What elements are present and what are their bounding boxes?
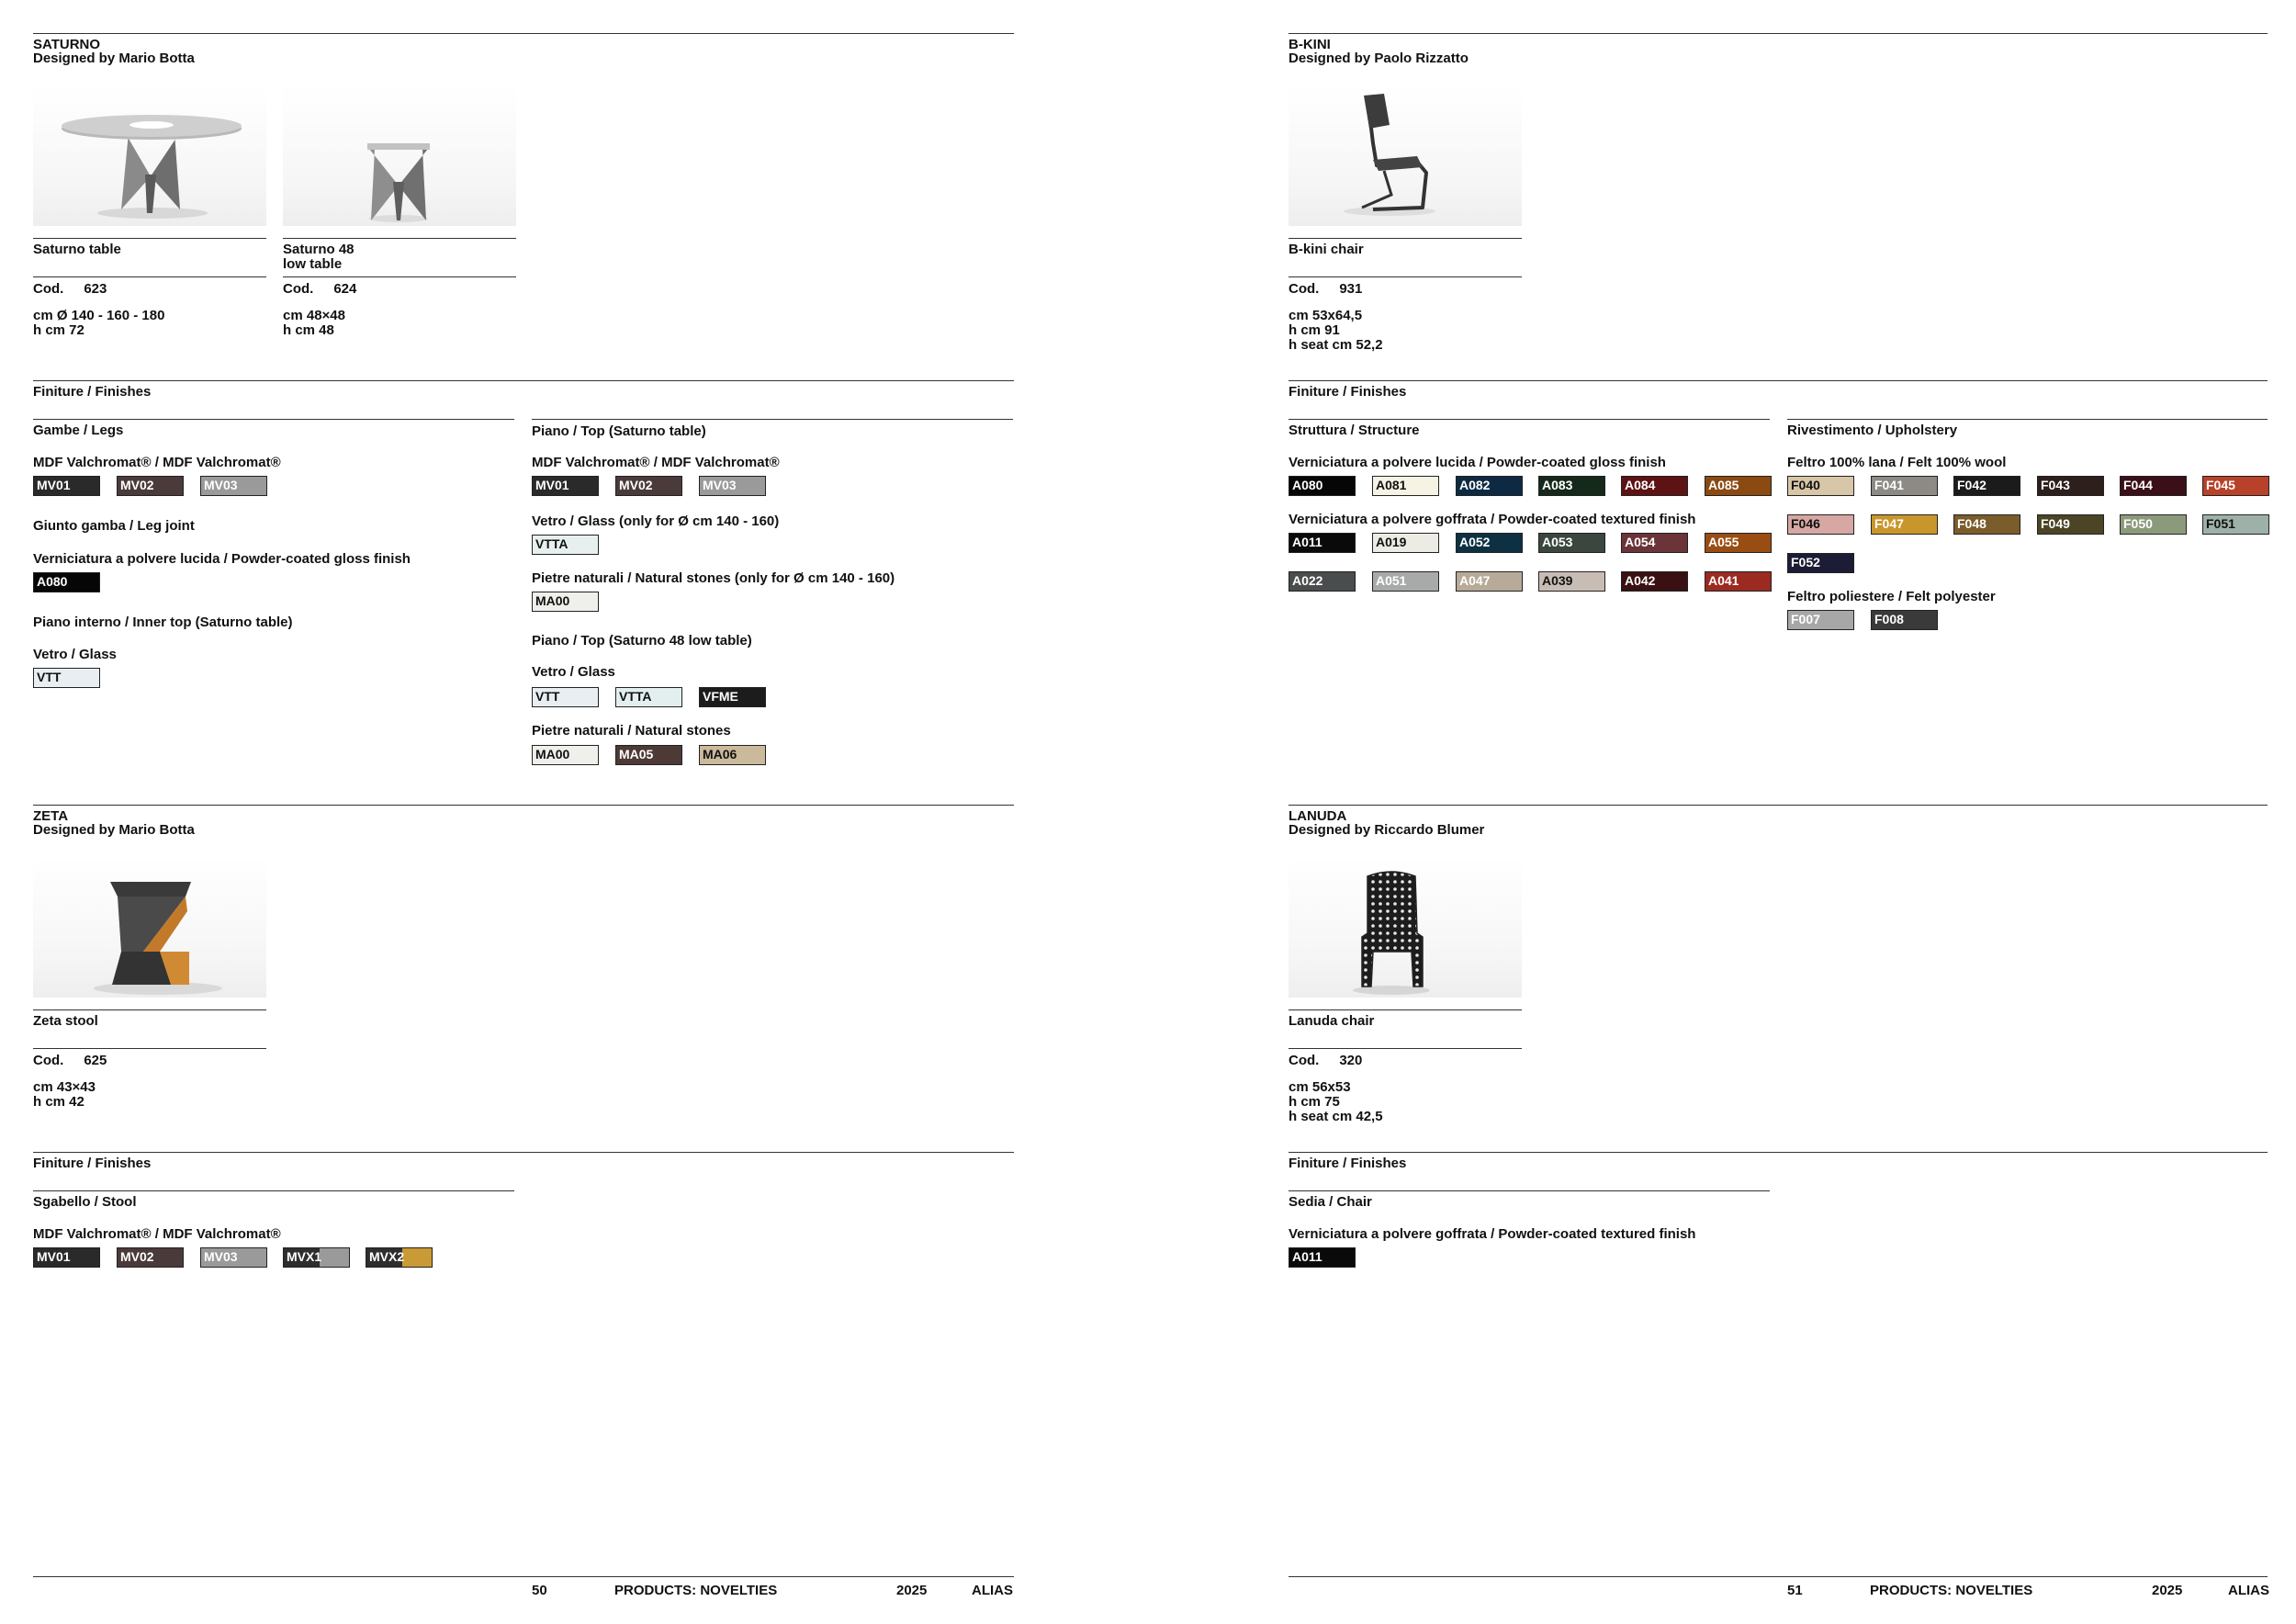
- swatch-stool-mdf[interactable]: MVX1: [283, 1247, 350, 1268]
- section-title: Piano interno / Inner top (Saturno table): [33, 615, 293, 630]
- swatch-structure-textured[interactable]: A055: [1705, 533, 1772, 553]
- finish-group-title: Verniciatura a polvere lucida / Powder-coated gloss finish: [1289, 455, 1666, 470]
- swatch-stool-mdf[interactable]: MV03: [200, 1247, 267, 1268]
- item-code: Cod. 624: [283, 281, 357, 297]
- section-title: Struttura / Structure: [1289, 423, 1420, 438]
- divider: [33, 380, 1014, 381]
- item-label: Saturno table: [33, 242, 121, 257]
- divider: [1289, 238, 1522, 239]
- item-label: B-kini chair: [1289, 242, 1364, 257]
- swatch-felt-wool[interactable]: F041: [1871, 476, 1938, 496]
- swatch-legs-mdf[interactable]: MV02: [117, 476, 184, 496]
- swatch-stool-mdf[interactable]: MV01: [33, 1247, 100, 1268]
- swatch-structure-textured[interactable]: A054: [1621, 533, 1688, 553]
- divider: [33, 1190, 514, 1191]
- finish-group-title: Verniciatura a polvere goffrata / Powder-coated textured finish: [1289, 512, 1696, 527]
- footer-year: 2025: [896, 1583, 928, 1598]
- swatch-top-mdf[interactable]: MV01: [532, 476, 599, 496]
- item-code: Cod. 623: [33, 281, 107, 297]
- finishes-title: Finiture / Finishes: [33, 384, 152, 400]
- divider: [33, 805, 1014, 806]
- product-designer: Designed by Paolo Rizzatto: [1289, 51, 1469, 66]
- page-number: 51: [1787, 1583, 1803, 1598]
- divider: [33, 1152, 1014, 1153]
- item-dimensions: cm Ø 140 - 160 - 180 h cm 72: [33, 308, 165, 338]
- finish-group-title: Verniciatura a polvere goffrata / Powder-coated textured finish: [1289, 1226, 1696, 1242]
- item-dimensions: cm 43×43 h cm 42: [33, 1079, 96, 1110]
- swatch-inner-glass[interactable]: VTT: [33, 668, 100, 688]
- item-label: Saturno 48 low table: [283, 242, 355, 272]
- divider: [33, 1048, 266, 1049]
- item-label: Lanuda chair: [1289, 1013, 1375, 1029]
- finish-group-title: Pietre naturali / Natural stones (only for Ø cm 140 - 160): [532, 570, 895, 586]
- swatch-felt-wool[interactable]: F048: [1953, 514, 2020, 535]
- divider: [33, 419, 514, 420]
- section-title: Piano / Top (Saturno 48 low table): [532, 633, 752, 648]
- swatch-felt-wool[interactable]: F042: [1953, 476, 2020, 496]
- swatch-legs-mdf[interactable]: MV01: [33, 476, 100, 496]
- swatch-felt-wool[interactable]: F045: [2202, 476, 2269, 496]
- swatch-top48-glass[interactable]: VTTA: [615, 687, 682, 707]
- swatch-structure-gloss[interactable]: A083: [1538, 476, 1605, 496]
- swatch-structure-textured[interactable]: A019: [1372, 533, 1439, 553]
- swatch-structure-textured[interactable]: A041: [1705, 571, 1772, 592]
- swatch-structure-textured[interactable]: A047: [1456, 571, 1523, 592]
- finishes-title: Finiture / Finishes: [1289, 384, 1407, 400]
- divider: [1289, 1009, 1522, 1010]
- swatch-top-glass[interactable]: VTTA: [532, 535, 599, 555]
- swatch-top48-stone[interactable]: MA00: [532, 745, 599, 765]
- divider: [1289, 276, 1522, 277]
- swatch-structure-textured[interactable]: A053: [1538, 533, 1605, 553]
- section-title: Piano / Top (Saturno table): [532, 423, 706, 439]
- footer-section: PRODUCTS: NOVELTIES: [1870, 1583, 2033, 1598]
- swatch-legs-mdf[interactable]: MV03: [200, 476, 267, 496]
- swatch-structure-gloss[interactable]: A081: [1372, 476, 1439, 496]
- divider: [33, 238, 266, 239]
- swatch-felt-wool[interactable]: F050: [2120, 514, 2187, 535]
- footer-year: 2025: [2152, 1583, 2183, 1598]
- swatch-chair-textured[interactable]: A011: [1289, 1247, 1356, 1268]
- divider: [33, 1009, 266, 1010]
- finish-group-title: Feltro 100% lana / Felt 100% wool: [1787, 455, 2007, 470]
- swatch-felt-wool[interactable]: F044: [2120, 476, 2187, 496]
- page-number: 50: [532, 1583, 547, 1598]
- product-name: B-KINI: [1289, 37, 1331, 52]
- swatch-top-stone[interactable]: MA00: [532, 592, 599, 612]
- swatch-top48-glass[interactable]: VFME: [699, 687, 766, 707]
- item-dimensions: cm 48×48 h cm 48: [283, 308, 345, 338]
- divider: [1289, 380, 2268, 381]
- swatch-structure-textured[interactable]: A011: [1289, 533, 1356, 553]
- swatch-top48-stone[interactable]: MA05: [615, 745, 682, 765]
- divider: [283, 238, 516, 239]
- finish-group-title: Pietre naturali / Natural stones: [532, 723, 731, 739]
- divider: [33, 33, 1014, 34]
- swatch-structure-textured[interactable]: A052: [1456, 533, 1523, 553]
- footer-brand: ALIAS: [2228, 1583, 2269, 1598]
- swatch-structure-gloss[interactable]: A082: [1456, 476, 1523, 496]
- divider: [1289, 1152, 2268, 1153]
- divider: [283, 276, 516, 277]
- swatch-felt-wool[interactable]: F051: [2202, 514, 2269, 535]
- zeta-stool-image: [33, 856, 266, 998]
- swatch-structure-gloss[interactable]: A085: [1705, 476, 1772, 496]
- item-code: Cod. 931: [1289, 281, 1363, 297]
- footer-divider: [1289, 1576, 2268, 1577]
- section-title: Giunto gamba / Leg joint: [33, 518, 195, 534]
- divider: [1289, 33, 2268, 34]
- finish-group-title: Verniciatura a polvere lucida / Powder-coated gloss finish: [33, 551, 411, 567]
- swatch-top48-stone[interactable]: MA06: [699, 745, 766, 765]
- lanuda-chair-image: [1289, 856, 1522, 998]
- product-designer: Designed by Mario Botta: [33, 822, 195, 838]
- finishes-title: Finiture / Finishes: [33, 1156, 152, 1171]
- product-name: LANUDA: [1289, 808, 1347, 824]
- finish-group-title: Vetro / Glass (only for Ø cm 140 - 160): [532, 513, 780, 529]
- finish-group-title: Vetro / Glass: [532, 664, 615, 680]
- section-title: Rivestimento / Upholstery: [1787, 423, 1958, 438]
- divider: [1289, 1048, 1522, 1049]
- swatch-top48-glass[interactable]: VTT: [532, 687, 599, 707]
- product-name: ZETA: [33, 808, 69, 824]
- divider: [33, 276, 266, 277]
- divider: [1289, 419, 1770, 420]
- item-dimensions: cm 53x64,5 h cm 91 h seat cm 52,2: [1289, 308, 1383, 353]
- swatch-leg-joint[interactable]: A080: [33, 572, 100, 592]
- swatch-structure-textured[interactable]: A039: [1538, 571, 1605, 592]
- item-code: Cod. 625: [33, 1053, 107, 1068]
- swatch-structure-textured[interactable]: A051: [1372, 571, 1439, 592]
- section-title: Sgabello / Stool: [33, 1194, 137, 1210]
- footer-brand: ALIAS: [972, 1583, 1013, 1598]
- divider: [1289, 1190, 1770, 1191]
- swatch-top-mdf[interactable]: MV02: [615, 476, 682, 496]
- swatch-felt-wool[interactable]: F043: [2037, 476, 2104, 496]
- saturno-48-image: [283, 85, 516, 226]
- footer-divider: [33, 1576, 1014, 1577]
- swatch-felt-polyester[interactable]: F008: [1871, 610, 1938, 630]
- swatch-felt-wool[interactable]: F040: [1787, 476, 1854, 496]
- swatch-stool-mdf[interactable]: MV02: [117, 1247, 184, 1268]
- swatch-felt-polyester[interactable]: F007: [1787, 610, 1854, 630]
- swatch-structure-gloss[interactable]: A080: [1289, 476, 1356, 496]
- swatch-structure-textured[interactable]: A042: [1621, 571, 1688, 592]
- finishes-title: Finiture / Finishes: [1289, 1156, 1407, 1171]
- product-name: SATURNO: [33, 37, 101, 52]
- item-label: Zeta stool: [33, 1013, 98, 1029]
- section-title: Gambe / Legs: [33, 423, 124, 438]
- finish-group-title: Vetro / Glass: [33, 647, 117, 662]
- finish-group-title: MDF Valchromat® / MDF Valchromat®: [33, 455, 281, 470]
- product-designer: Designed by Riccardo Blumer: [1289, 822, 1485, 838]
- item-code: Cod. 320: [1289, 1053, 1363, 1068]
- swatch-felt-wool[interactable]: F049: [2037, 514, 2104, 535]
- saturno-table-image: [33, 85, 266, 226]
- bkini-chair-image: [1289, 85, 1522, 226]
- item-dimensions: cm 56x53 h cm 75 h seat cm 42,5: [1289, 1079, 1383, 1124]
- swatch-structure-textured[interactable]: A022: [1289, 571, 1356, 592]
- swatch-stool-mdf[interactable]: MVX2: [366, 1247, 433, 1268]
- swatch-felt-wool[interactable]: F052: [1787, 553, 1854, 573]
- swatch-felt-wool[interactable]: F046: [1787, 514, 1854, 535]
- swatch-structure-gloss[interactable]: A084: [1621, 476, 1688, 496]
- divider: [532, 419, 1013, 420]
- finish-group-title: MDF Valchromat® / MDF Valchromat®: [33, 1226, 281, 1242]
- finish-group-title: MDF Valchromat® / MDF Valchromat®: [532, 455, 780, 470]
- swatch-top-mdf[interactable]: MV03: [699, 476, 766, 496]
- swatch-felt-wool[interactable]: F047: [1871, 514, 1938, 535]
- product-designer: Designed by Mario Botta: [33, 51, 195, 66]
- finish-group-title: Feltro poliestere / Felt polyester: [1787, 589, 1996, 604]
- footer-section: PRODUCTS: NOVELTIES: [614, 1583, 778, 1598]
- divider: [1289, 805, 2268, 806]
- section-title: Sedia / Chair: [1289, 1194, 1372, 1210]
- divider: [1787, 419, 2268, 420]
